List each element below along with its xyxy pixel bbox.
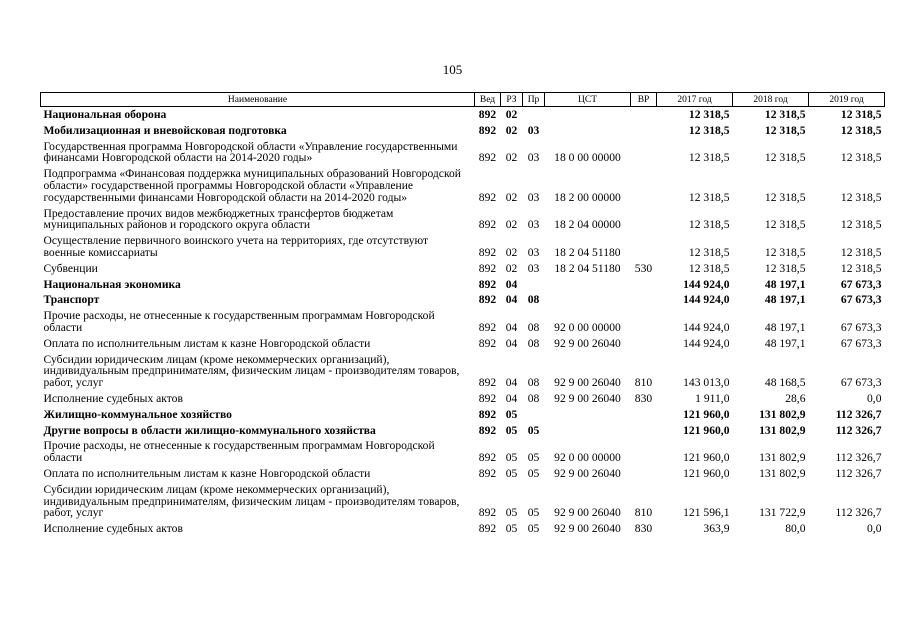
cell-pr: 08 bbox=[527, 293, 540, 307]
cell-vr bbox=[631, 407, 657, 423]
cell-ved: 892 bbox=[478, 218, 497, 232]
table-row bbox=[41, 352, 885, 391]
cell-2018: 12 318,5 bbox=[764, 218, 806, 232]
cell-ved: 892 bbox=[478, 407, 497, 421]
cell-vr bbox=[631, 107, 657, 123]
table-row bbox=[41, 123, 885, 139]
cell-2018: 12 318,5 bbox=[764, 261, 806, 275]
cell-cst: 92 9 00 26040 bbox=[554, 376, 621, 390]
cell-vr bbox=[631, 233, 657, 261]
cell-name: Подпрограмма «Финансовая поддержка муниципальных образований Новгородской области» государственной программы Новгородской области «Управление государственными финансами Новгородской области на 2014-2020 годы» bbox=[43, 167, 461, 204]
cell-2018: 131 802,9 bbox=[759, 451, 806, 465]
cell-pr: 08 bbox=[527, 336, 540, 350]
table-row bbox=[41, 521, 885, 537]
cell-2018: 12 318,5 bbox=[764, 151, 806, 165]
cell-name: Осуществление первичного воинского учета на территориях, где отсутствуют военные комиссариаты bbox=[43, 234, 429, 259]
cell-pr bbox=[523, 107, 545, 123]
cell-vr bbox=[631, 336, 657, 352]
cell-2017: 12 318,5 bbox=[688, 123, 730, 137]
header-2017: 2017 год bbox=[657, 93, 733, 107]
cell-ved: 892 bbox=[478, 336, 497, 350]
table-row bbox=[41, 292, 885, 308]
cell-2019: 67 673,3 bbox=[840, 277, 882, 291]
table-row bbox=[41, 166, 885, 205]
cell-pr: 05 bbox=[527, 522, 540, 536]
cell-2017: 144 924,0 bbox=[683, 293, 730, 307]
cell-vr bbox=[631, 423, 657, 439]
header-rz: РЗ bbox=[501, 93, 523, 107]
cell-name: Субсидии юридическим лицам (кроме некоммерческих организаций), индивидуальным предпринимателям, физическим лицам - производителям товаров, работ, услуг bbox=[43, 482, 460, 520]
cell-pr: 03 bbox=[527, 245, 540, 259]
cell-2017: 121 960,0 bbox=[683, 407, 730, 421]
cell-cst: 18 2 04 51180 bbox=[554, 261, 621, 275]
cell-cst bbox=[545, 423, 631, 439]
cell-rz: 02 bbox=[505, 218, 518, 232]
cell-cst bbox=[545, 123, 631, 139]
cell-rz: 05 bbox=[505, 522, 518, 536]
cell-name: Субвенции bbox=[43, 261, 98, 275]
cell-ved: 892 bbox=[478, 261, 497, 275]
cell-pr: 03 bbox=[527, 261, 540, 275]
cell-2017: 12 318,5 bbox=[688, 245, 730, 259]
cell-pr: 03 bbox=[527, 190, 540, 204]
cell-2019: 12 318,5 bbox=[840, 245, 882, 259]
cell-name: Исполнение судебных актов bbox=[43, 391, 183, 405]
header-pr: Пр bbox=[523, 93, 545, 107]
cell-2019: 12 318,5 bbox=[840, 190, 882, 204]
table-row bbox=[41, 139, 885, 167]
cell-2018: 48 197,1 bbox=[764, 277, 806, 291]
cell-cst: 92 9 00 26040 bbox=[554, 522, 621, 536]
cell-2017: 12 318,5 bbox=[688, 108, 730, 121]
cell-name: Исполнение судебных актов bbox=[43, 522, 183, 536]
cell-cst: 92 9 00 26040 bbox=[554, 391, 621, 405]
cell-2017: 144 924,0 bbox=[683, 336, 730, 350]
cell-name: Прочие расходы, не отнесенные к государственным программам Новгородской области bbox=[43, 309, 435, 334]
cell-vr bbox=[631, 466, 657, 482]
cell-2017: 363,9 bbox=[703, 522, 730, 536]
cell-2018: 28,6 bbox=[785, 391, 806, 405]
cell-pr: 08 bbox=[527, 391, 540, 405]
cell-ved: 892 bbox=[478, 466, 497, 480]
cell-name: Оплата по исполнительным листам к казне Новгородской области bbox=[43, 336, 371, 350]
cell-ved: 892 bbox=[478, 190, 497, 204]
cell-2019: 67 673,3 bbox=[840, 376, 882, 390]
cell-rz: 05 bbox=[505, 466, 518, 480]
cell-2018: 131 802,9 bbox=[759, 466, 806, 480]
cell-vr bbox=[631, 123, 657, 139]
cell-pr: 05 bbox=[527, 423, 540, 437]
cell-cst bbox=[545, 107, 631, 123]
cell-2019: 112 326,7 bbox=[835, 506, 882, 520]
cell-rz: 04 bbox=[505, 391, 518, 405]
cell-pr: 03 bbox=[527, 218, 540, 232]
cell-rz: 02 bbox=[505, 245, 518, 259]
cell-2017: 144 924,0 bbox=[683, 320, 730, 334]
cell-name: Прочие расходы, не отнесенные к государственным программам Новгородской области bbox=[43, 439, 435, 465]
cell-2019: 112 326,7 bbox=[835, 423, 882, 437]
cell-name: Транспорт bbox=[43, 293, 100, 307]
cell-ved: 892 bbox=[478, 293, 497, 307]
cell-2018: 131 802,9 bbox=[759, 407, 806, 421]
table-row bbox=[41, 336, 885, 352]
budget-table bbox=[40, 92, 885, 537]
cell-ved: 892 bbox=[478, 245, 497, 259]
cell-2018: 12 318,5 bbox=[764, 123, 806, 137]
cell-2018: 12 318,5 bbox=[764, 190, 806, 204]
table-row bbox=[41, 438, 885, 466]
table-row bbox=[41, 391, 885, 407]
cell-2019: 12 318,5 bbox=[840, 218, 882, 232]
table-row bbox=[41, 482, 885, 521]
cell-2019: 112 326,7 bbox=[835, 466, 882, 480]
cell-pr: 05 bbox=[527, 451, 540, 465]
cell-ved: 892 bbox=[478, 376, 497, 390]
cell-cst: 18 2 04 51180 bbox=[554, 245, 621, 259]
cell-2017: 12 318,5 bbox=[688, 218, 730, 232]
cell-vr bbox=[631, 166, 657, 205]
cell-2018: 48 197,1 bbox=[764, 320, 806, 334]
cell-ved: 892 bbox=[478, 277, 497, 291]
cell-rz: 02 bbox=[505, 190, 518, 204]
cell-name: Жилищно-коммунальное хозяйство bbox=[43, 407, 232, 421]
cell-2018: 12 318,5 bbox=[764, 245, 806, 259]
cell-vr: 810 bbox=[634, 376, 653, 390]
cell-rz: 02 bbox=[505, 123, 518, 137]
table-row bbox=[41, 233, 885, 261]
cell-name: Оплата по исполнительным листам к казне Новгородской области bbox=[43, 466, 371, 480]
cell-ved: 892 bbox=[478, 108, 497, 121]
cell-2017: 12 318,5 bbox=[688, 190, 730, 204]
cell-vr bbox=[631, 438, 657, 466]
cell-rz: 05 bbox=[505, 407, 518, 421]
cell-cst: 18 2 04 00000 bbox=[554, 218, 621, 232]
cell-2018: 12 318,5 bbox=[764, 108, 806, 121]
cell-2019: 67 673,3 bbox=[840, 293, 882, 307]
cell-cst: 92 9 00 26040 bbox=[554, 466, 621, 480]
cell-vr bbox=[631, 308, 657, 336]
table-header bbox=[41, 93, 885, 107]
cell-ved: 892 bbox=[478, 320, 497, 334]
cell-vr: 810 bbox=[634, 506, 653, 520]
cell-name: Государственная программа Новгородской области «Управление государственными финансами Новгородской области на 2014-2020 годы» bbox=[43, 139, 458, 165]
cell-2018: 131 802,9 bbox=[759, 423, 806, 437]
cell-name: Другие вопросы в области жилищно-коммунального хозяйства bbox=[43, 423, 376, 437]
cell-cst: 92 0 00 00000 bbox=[554, 451, 621, 465]
cell-2019: 12 318,5 bbox=[840, 108, 882, 121]
cell-cst: 18 2 00 00000 bbox=[554, 190, 621, 204]
cell-cst: 18 0 00 00000 bbox=[554, 151, 621, 165]
cell-pr: 05 bbox=[527, 466, 540, 480]
header-cst: ЦСТ bbox=[545, 93, 631, 107]
cell-rz: 02 bbox=[505, 151, 518, 165]
cell-ved: 892 bbox=[478, 123, 497, 137]
table-row bbox=[41, 423, 885, 439]
header-2019: 2019 год bbox=[809, 93, 885, 107]
cell-2018: 48 197,1 bbox=[764, 293, 806, 307]
cell-rz: 04 bbox=[505, 293, 518, 307]
header-2018: 2018 год bbox=[733, 93, 809, 107]
cell-2018: 48 197,1 bbox=[764, 336, 806, 350]
cell-pr: 03 bbox=[527, 123, 540, 137]
cell-2019: 67 673,3 bbox=[840, 336, 882, 350]
cell-name: Национальная экономика bbox=[43, 277, 181, 291]
cell-2019: 0,0 bbox=[867, 391, 882, 405]
table-row bbox=[41, 277, 885, 293]
cell-cst: 92 9 00 26040 bbox=[554, 506, 621, 520]
cell-vr bbox=[631, 277, 657, 293]
cell-name: Национальная оборона bbox=[43, 108, 167, 121]
header-vr: ВР bbox=[631, 93, 657, 107]
cell-ved: 892 bbox=[478, 151, 497, 165]
cell-rz: 02 bbox=[505, 261, 518, 275]
cell-name: Субсидии юридическим лицам (кроме некоммерческих организаций), индивидуальным предпринимателям, физическим лицам - производителям товаров, работ, услуг bbox=[43, 352, 460, 390]
cell-pr bbox=[523, 277, 545, 293]
table-row bbox=[41, 206, 885, 234]
cell-name: Мобилизационная и вневойсковая подготовка bbox=[43, 123, 287, 137]
cell-pr: 03 bbox=[527, 151, 540, 165]
cell-2019: 112 326,7 bbox=[835, 451, 882, 465]
cell-pr bbox=[523, 407, 545, 423]
cell-ved: 892 bbox=[478, 522, 497, 536]
cell-2019: 67 673,3 bbox=[840, 320, 882, 334]
cell-cst bbox=[545, 407, 631, 423]
cell-rz: 02 bbox=[505, 108, 518, 121]
table-row bbox=[41, 308, 885, 336]
header-name: Наименование bbox=[41, 93, 475, 107]
cell-vr: 830 bbox=[634, 522, 653, 536]
cell-2017: 12 318,5 bbox=[688, 151, 730, 165]
cell-rz: 04 bbox=[505, 376, 518, 390]
cell-vr bbox=[631, 139, 657, 167]
cell-rz: 05 bbox=[505, 451, 518, 465]
cell-pr: 08 bbox=[527, 376, 540, 390]
cell-2017: 143 013,0 bbox=[683, 376, 730, 390]
cell-pr: 08 bbox=[527, 320, 540, 334]
cell-2019: 112 326,7 bbox=[835, 407, 882, 421]
cell-rz: 05 bbox=[505, 423, 518, 437]
cell-2017: 121 960,0 bbox=[683, 466, 730, 480]
cell-2017: 121 596,1 bbox=[683, 506, 730, 520]
cell-name: Предоставление прочих видов межбюджетных трансфертов бюджетам муниципальных районов и городского округа области bbox=[43, 206, 394, 232]
cell-pr: 05 bbox=[527, 506, 540, 520]
cell-vr bbox=[631, 292, 657, 308]
table-body bbox=[41, 107, 885, 537]
cell-cst: 92 0 00 00000 bbox=[554, 320, 621, 334]
cell-ved: 892 bbox=[478, 506, 497, 520]
header-row bbox=[41, 93, 885, 107]
cell-2019: 12 318,5 bbox=[840, 261, 882, 275]
cell-2019: 12 318,5 bbox=[840, 151, 882, 165]
cell-2017: 121 960,0 bbox=[683, 451, 730, 465]
cell-vr: 830 bbox=[634, 391, 653, 405]
cell-ved: 892 bbox=[478, 423, 497, 437]
cell-2018: 131 722,9 bbox=[759, 506, 806, 520]
table-row bbox=[41, 107, 885, 123]
cell-rz: 04 bbox=[505, 336, 518, 350]
cell-cst bbox=[545, 277, 631, 293]
cell-cst bbox=[545, 292, 631, 308]
cell-2018: 48 168,5 bbox=[764, 376, 806, 390]
cell-2017: 1 911,0 bbox=[695, 391, 730, 405]
cell-2017: 144 924,0 bbox=[683, 277, 730, 291]
table-row bbox=[41, 407, 885, 423]
header-ved: Вед bbox=[475, 93, 501, 107]
cell-rz: 05 bbox=[505, 506, 518, 520]
page-number: 105 bbox=[442, 62, 463, 77]
cell-2019: 0,0 bbox=[867, 522, 882, 536]
cell-cst: 92 9 00 26040 bbox=[554, 336, 621, 350]
cell-ved: 892 bbox=[478, 391, 497, 405]
cell-2017: 12 318,5 bbox=[688, 261, 730, 275]
cell-2017: 121 960,0 bbox=[683, 423, 730, 437]
cell-vr: 530 bbox=[634, 261, 653, 275]
cell-rz: 04 bbox=[505, 320, 518, 334]
cell-2019: 12 318,5 bbox=[840, 123, 882, 137]
cell-2018: 80,0 bbox=[785, 522, 806, 536]
cell-ved: 892 bbox=[478, 451, 497, 465]
cell-vr bbox=[631, 206, 657, 234]
table-row bbox=[41, 466, 885, 482]
table-row bbox=[41, 261, 885, 277]
cell-rz: 04 bbox=[505, 277, 518, 291]
